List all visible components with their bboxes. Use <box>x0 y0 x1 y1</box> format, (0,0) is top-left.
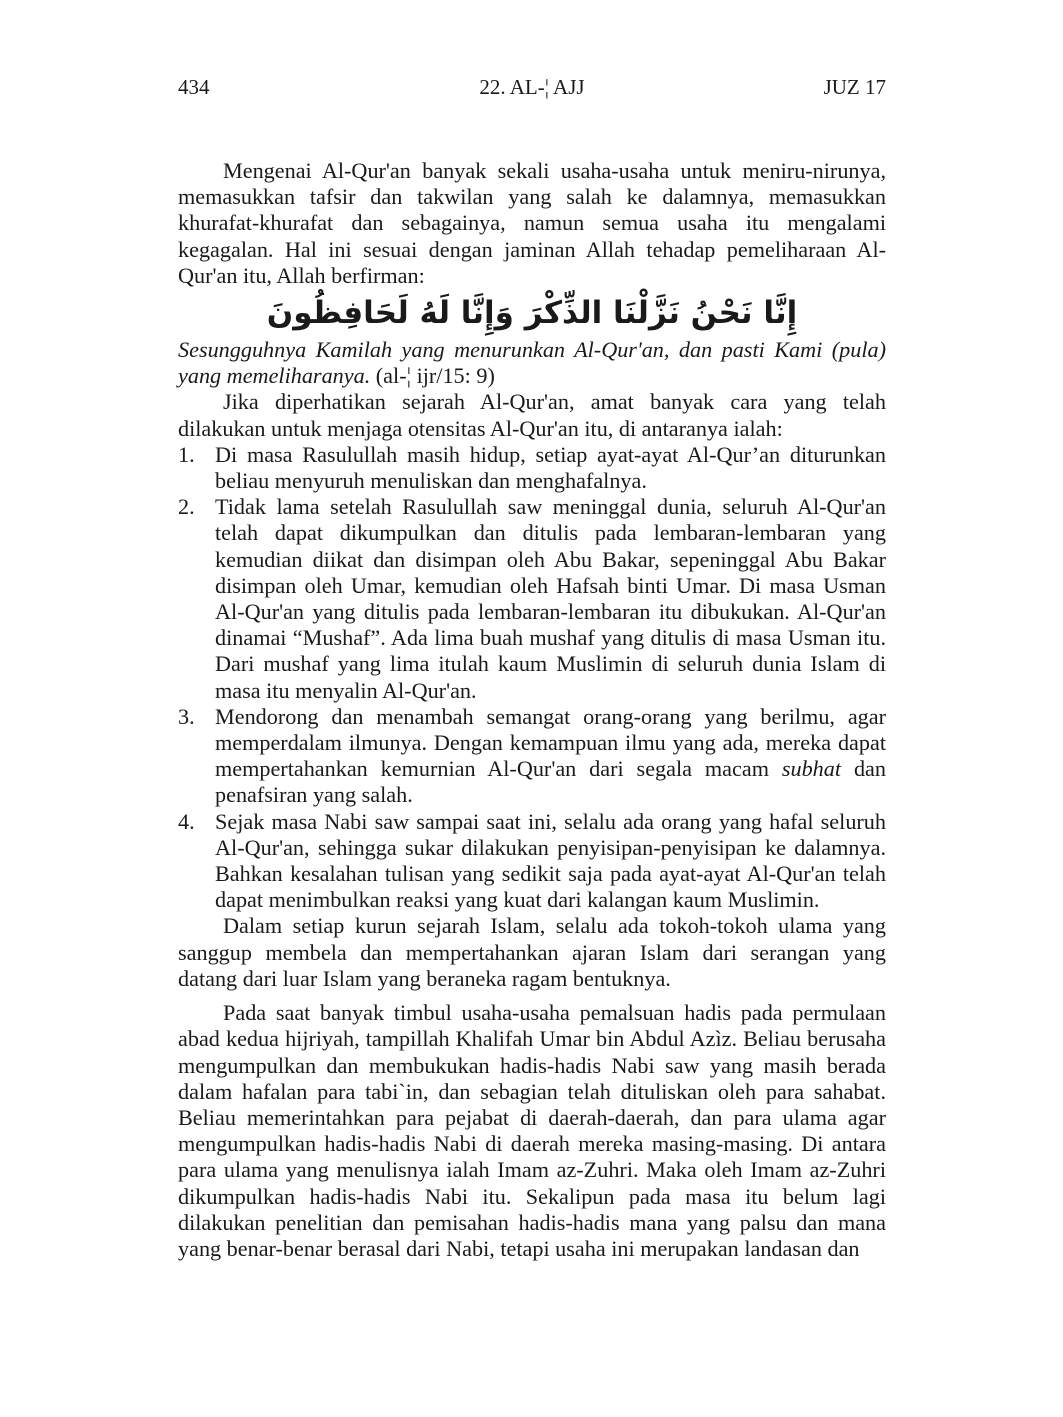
page-body <box>178 158 886 1262</box>
list-item <box>178 809 886 914</box>
intro-paragraph: Mengenai Al-Qur'an banyak sekali usaha-usaha untuk meniru-nirunya, memasukkan tafsir dan takwilan yang salah ke dalamnya, memasukkan khurafat-khurafat dan sebagainya, namun semua usaha itu mengalami kegagalan. Hal ini sesuai dengan jaminan Allah tehadap pemeliharaan Al-Qur'an itu, Allah berfirman: <box>178 158 886 288</box>
list-text-italic: subhat <box>781 756 842 782</box>
verse-reference: (al-¦ ijr/15: 9) <box>370 363 495 389</box>
ulama-paragraph: Dalam setiap kurun sejarah Islam, selalu ada tokoh-tokoh ulama yang sanggup membela dan mempertahankan ajaran Islam dari serangan yang datang dari luar Islam yang beraneka ragam bentuknya. <box>178 913 886 991</box>
translation-text: Sesungguhnya Kamilah yang menurunkan Al-Qur'an, dan pasti Kami (pula) yang memeliharanya. <box>178 337 886 389</box>
list-text: dan penafsiran yang salah. <box>215 756 886 808</box>
list-number: 1. <box>178 441 195 467</box>
list-text: Mendorong dan menambah semangat orang-orang yang berilmu, agar memperdalam ilmunya. Dengan kemampuan ilmu yang ada, mereka dapat mempertahankan kemurnian Al-Qur'an dari segala macam <box>215 703 886 782</box>
chapter-title: 22. AL-¦ AJJ <box>479 75 585 99</box>
list-text: Tidak lama setelah Rasulullah saw meninggal dunia, seluruh Al-Qur'an telah dapat dikumpulkan dan ditulis pada lembaran-lembaran yang kemudian diikat dan disimpan oleh Abu Bakar, sepeninggal Abu Bakar disimpan oleh Umar, kemudian oleh Hafsah binti Umar. Di masa Usman Al-Qur'an yang ditulis pada lembaran-lembaran itu dibukukan. Al-Qur'an dinamai “Mushaf”. Ada lima buah mushaf yang ditulis di masa Usman itu. Dari mushaf yang lima itulah kaum Muslimin di seluruh dunia Islam di masa itu menyalin Al-Qur'an. <box>215 494 886 703</box>
list-number: 4. <box>178 808 195 834</box>
verse-translation <box>178 337 886 389</box>
page-number: 434 <box>178 75 210 99</box>
list-item <box>178 442 886 494</box>
list-item <box>178 494 886 704</box>
juz-label: JUZ 17 <box>823 75 886 99</box>
paragraph-spacer <box>178 992 886 1000</box>
list-item <box>178 704 886 809</box>
quran-verse-arabic: إِنَّا نَحْنُ نَزَّلْنَا الذِّكْرَ وَإِنَّا لَهُ لَحَافِظُونَ <box>266 295 798 332</box>
list-number: 2. <box>178 494 195 520</box>
preservation-list <box>178 442 886 914</box>
list-text: Di masa Rasulullah masih hidup, setiap ayat-ayat Al-Qur’an diturunkan beliau menyuruh menuliskan dan menghafalnya. <box>215 441 886 494</box>
list-number: 3. <box>178 703 195 729</box>
history-intro-paragraph: Jika diperhatikan sejarah Al-Qur'an, amat banyak cara yang telah dilakukan untuk menjaga otensitas Al-Qur'an itu, di antaranya ialah: <box>178 389 886 441</box>
hadis-paragraph: Pada saat banyak timbul usaha-usaha pemalsuan hadis pada permulaan abad kedua hijriyah, tampillah Khalifah Umar bin Abdul Azìz. Beliau berusaha mengumpulkan dan membukukan hadis-hadis Nabi saw yang masih berada dalam hafalan para tabi`in, dan sebagian telah dituliskan oleh para sahabat. Beliau memerintahkan para pejabat di daerah-daerah, dan para ulama agar mengumpulkan hadis-hadis Nabi di daerah mereka masing-masing. Di antara para ulama yang menulisnya ialah Imam az-Zuhri. Maka oleh Imam az-Zuhri dikumpulkan hadis-hadis Nabi itu. Sekalipun pada masa itu belum lagi dilakukan penelitian dan pemisahan hadis-hadis mana yang palsu dan mana yang benar-benar berasal dari Nabi, tetapi usaha ini merupakan landasan dan <box>178 1000 886 1261</box>
list-text: Sejak masa Nabi saw sampai saat ini, selalu ada orang yang hafal seluruh Al-Qur'an, sehingga sukar dilakukan penyisipan-penyisipan ke dalamnya. Bahkan kesalahan tulisan yang sedikit saja pada ayat-ayat Al-Qur'an telah dapat menimbulkan reaksi yang kuat dari kalangan kaum Muslimin. <box>215 808 886 913</box>
